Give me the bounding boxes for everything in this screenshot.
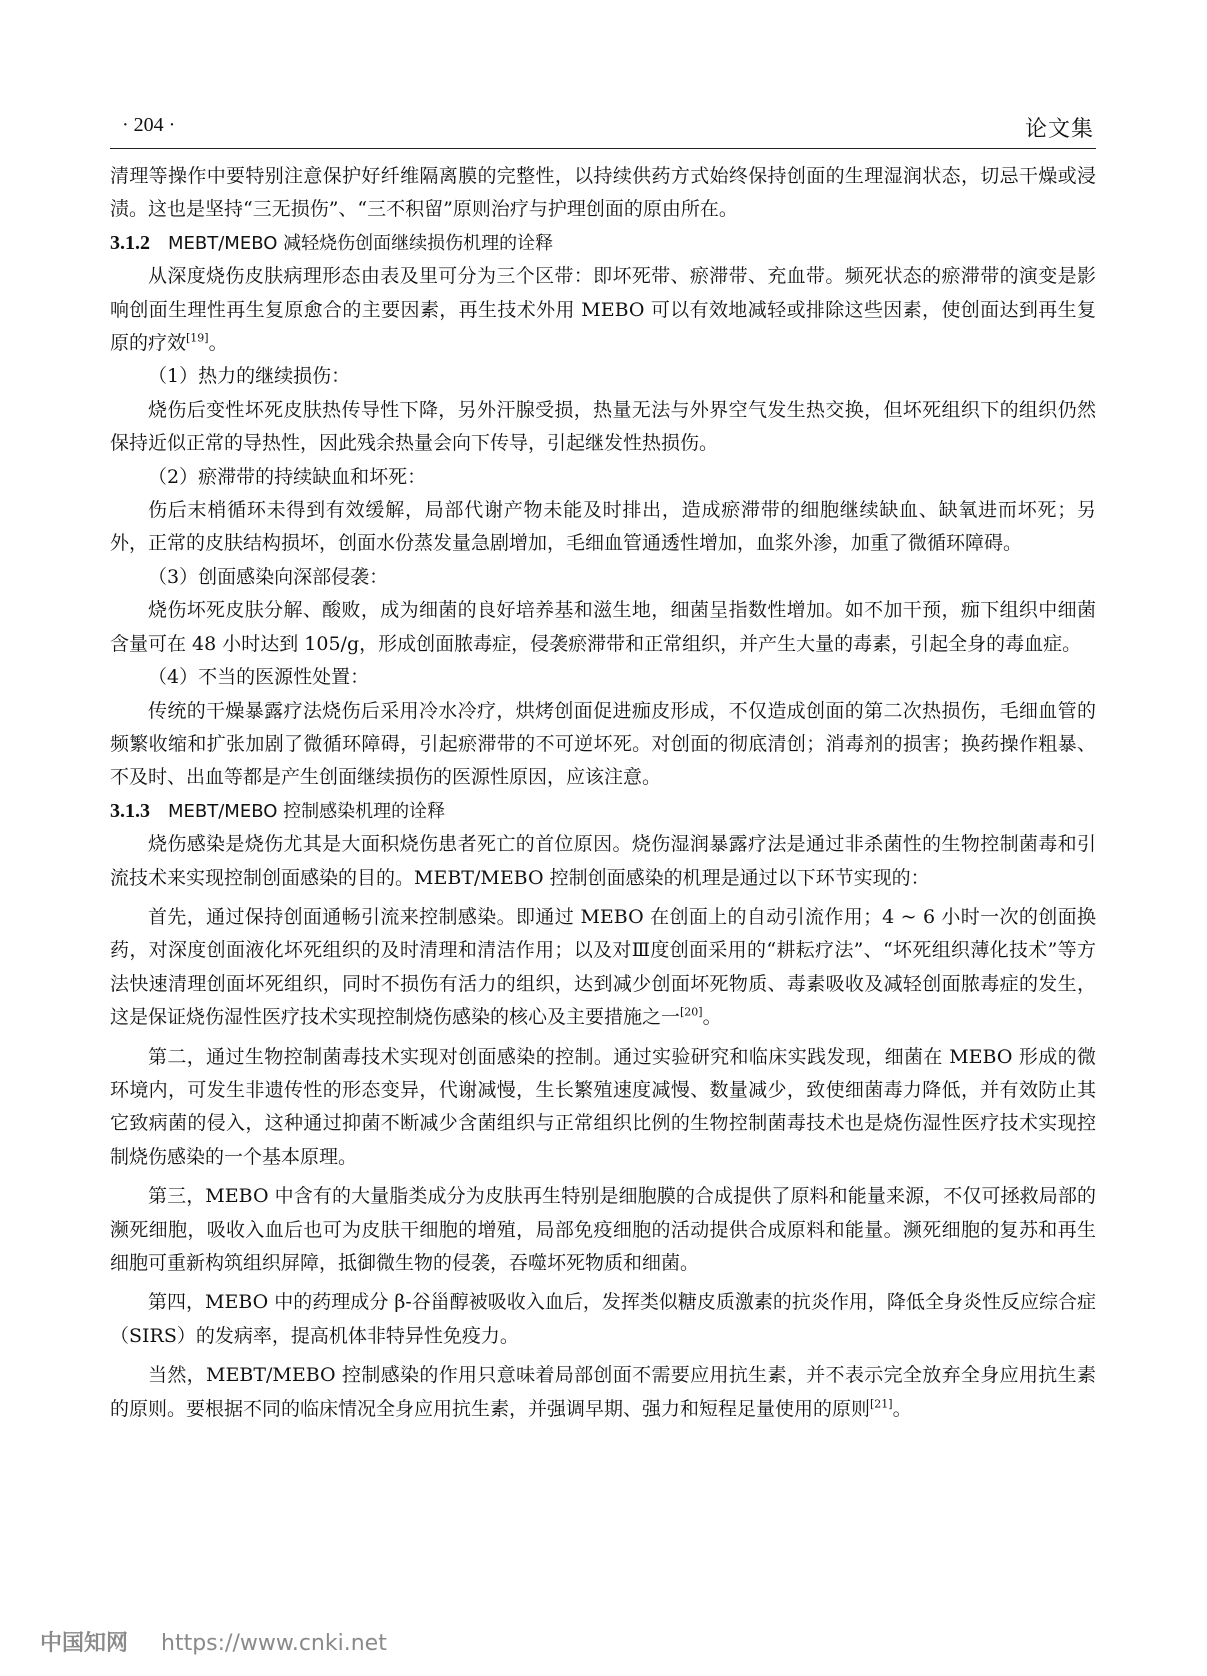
citation-ref[interactable]: [20] (680, 1005, 703, 1019)
paragraph (110, 828, 1096, 895)
citation-ref[interactable]: [21] (870, 1397, 893, 1411)
paragraph (110, 1041, 1096, 1175)
page-header (110, 112, 1096, 149)
cnki-url: https://www.cnki.net (161, 1631, 387, 1656)
article-body (110, 160, 1096, 1426)
paragraph-end-mark: 。 (208, 332, 228, 355)
paragraph-text: （4）不当的医源性处置： (148, 666, 370, 689)
paragraph (110, 260, 1096, 360)
paragraph (110, 1286, 1096, 1353)
section-heading (110, 795, 1096, 828)
paragraph (110, 394, 1096, 461)
paragraph-text: （1）热力的继续损伤： (148, 365, 351, 388)
paragraph-text: 伤后末梢循环未得到有效缓解，局部代谢产物未能及时排出，造成瘀滞带的细胞继续缺血、缺氧进而坏死；另外，正常的皮肤结构损坏，创面水份蒸发量急剧增加，毛细血管通透性增加，血浆外渗，加重了微循环障碍。 (110, 499, 1096, 555)
paragraph-text: 当然，MEBT/MEBO 控制感染的作用只意味着局部创面不需要应用抗生素，并不表示完全放弃全身应用抗生素的原则。要根据不同的临床情况全身应用抗生素，并强调早期、强力和短程足量使用的原则 (110, 1364, 1096, 1420)
journal-title: 论文集 (1024, 117, 1094, 142)
paragraph-text: 从深度烧伤皮肤病理形态由表及里可分为三个区带：即坏死带、瘀滞带、充血带。频死状态的瘀滞带的演变是影响创面生理性再生复原愈合的主要因素，再生技术外用 MEBO 可以有效地减轻或排除这些因素，使创面达到再生复原的疗效 (110, 265, 1096, 355)
section-number: 3.1.2 (110, 231, 150, 254)
section-title: MEBT/MEBO 控制感染机理的诠释 (168, 800, 446, 822)
paragraph (110, 1180, 1096, 1280)
paragraph-end-mark: 。 (892, 1397, 912, 1420)
paragraph (110, 594, 1096, 661)
paragraph (110, 1359, 1096, 1426)
paragraph-text: （2）瘀滞带的持续缺血和坏死： (148, 465, 427, 488)
watermark-footer (40, 1626, 387, 1657)
paragraph (110, 160, 1096, 227)
paragraph-text: 清理等操作中要特别注意保护好纤维隔离膜的完整性，以持续供药方式始终保持创面的生理湿润状态，切忌干燥或浸渍。这也是坚持“三无损伤”、“三不积留”原则治疗与护理创面的原由所在。 (110, 165, 1096, 221)
cnki-logo: 中国知网 (40, 1631, 129, 1656)
paragraph-text: 第二，通过生物控制菌毒技术实现对创面感染的控制。通过实验研究和临床实践发现，细菌在 MEBO 形成的微环境内，可发生非遗传性的形态变异，代谢减慢，生长繁殖速度减慢、数量减少，致使细菌毒力降低，并有效防止其它致病菌的侵入，这种通过抑菌不断减少含菌组织与正常组织比例的生物控制菌毒技术也是烧伤湿性医疗技术实现控制烧伤感染的一个基本原理。 (110, 1045, 1096, 1168)
paragraph-text: 烧伤后变性坏死皮肤热传导性下降，另外汗腺受损，热量无法与外界空气发生热交换，但坏死组织下的组织仍然保持近似正常的导热性，因此残余热量会向下传导，引起继发性热损伤。 (110, 398, 1096, 455)
list-item-heading (110, 360, 1096, 393)
list-item-heading (110, 561, 1096, 594)
paragraph-end-mark: 。 (702, 1006, 722, 1029)
list-item-heading (110, 461, 1096, 494)
paragraph-text: 第三，MEBO 中含有的大量脂类成分为皮肤再生特别是细胞膜的合成提供了原料和能量来源，不仅可拯救局部的濒死细胞，吸收入血后也可为皮肤干细胞的增殖，局部免疫细胞的活动提供合成原料和能量。濒死细胞的复苏和再生细胞可重新构筑组织屏障，抵御微生物的侵袭，吞噬坏死物质和细菌。 (110, 1185, 1096, 1274)
paragraph-text: 烧伤感染是烧伤尤其是大面积烧伤患者死亡的首位原因。烧伤湿润暴露疗法是通过非杀菌性的生物控制菌毒和引流技术来实现控制创面感染的目的。MEBT/MEBO 控制创面感染的机理是通过以下环节实现的： (110, 833, 1096, 889)
paragraph-text: 第四，MEBO 中的药理成分 β-谷甾醇被吸收入血后，发挥类似糖皮质激素的抗炎作用，降低全身炎性反应综合症（SIRS）的发病率，提高机体非特异性免疫力。 (110, 1291, 1096, 1347)
paragraph-text: （3）创面感染向深部侵袭： (148, 565, 389, 588)
paragraph-text: 烧伤坏死皮肤分解、酸败，成为细菌的良好培养基和滋生地，细菌呈指数性增加。如不加干预，痂下组织中细菌含量可在 48 小时达到 105/g，形成创面脓毒症，侵袭瘀滞带和正常组织，并产生大量的毒素，引起全身的毒血症。 (110, 599, 1096, 655)
paragraph-text: 传统的干燥暴露疗法烧伤后采用冷水冷疗，烘烤创面促进痂皮形成，不仅造成创面的第二次热损伤，毛细血管的频繁收缩和扩张加剧了微循环障碍，引起瘀滞带的不可逆坏死。对创面的彻底清创；消毒剂的损害；换药操作粗暴、不及时、出血等都是产生创面继续损伤的医源性原因，应该注意。 (110, 699, 1096, 789)
section-number: 3.1.3 (110, 799, 150, 822)
paragraph-text: 首先，通过保持创面通畅引流来控制感染。即通过 MEBO 在创面上的自动引流作用；4 ~ 6 小时一次的创面换药，对深度创面液化坏死组织的及时清理和清洁作用；以及对Ⅲ度创面采用的“耕耘疗法”、“坏死组织薄化技术”等方法快速清理创面坏死组织，同时不损伤有活力的组织，达到减少创面坏死物质、毒素吸收及减轻创面脓毒症的发生，这是保证烧伤湿性医疗技术实现控制烧伤感染的核心及主要措施之一 (110, 905, 1096, 1029)
page-number: · 204 · (122, 114, 176, 136)
paragraph (110, 494, 1096, 561)
paragraph (110, 901, 1096, 1035)
section-title: MEBT/MEBO 减轻烧伤创面继续损伤机理的诠释 (168, 232, 554, 254)
section-heading (110, 227, 1096, 260)
paragraph (110, 695, 1096, 795)
list-item-heading (110, 661, 1096, 694)
citation-ref[interactable]: [19] (186, 331, 209, 345)
